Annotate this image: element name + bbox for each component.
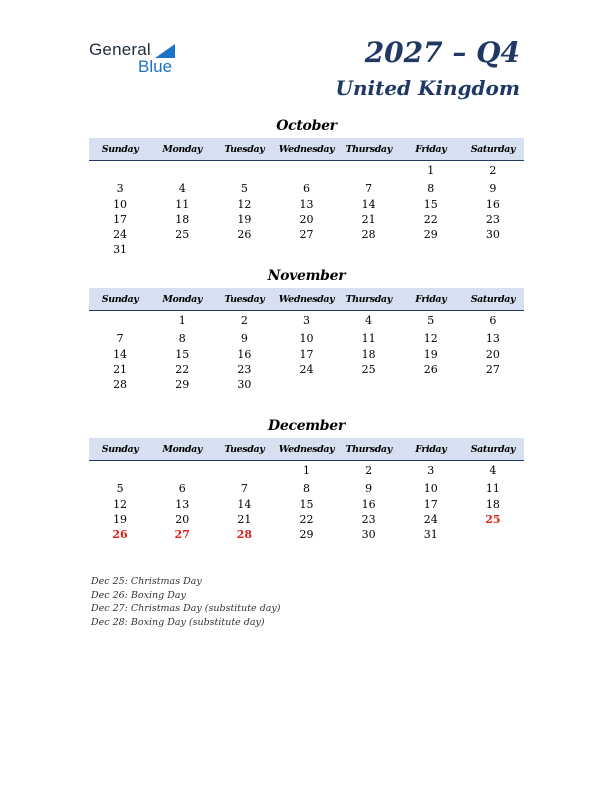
day-cell: 28 <box>236 528 252 542</box>
day-cell: 5 <box>240 182 248 196</box>
day-cell: 27 <box>174 528 190 542</box>
weekday-sunday: Sunday <box>101 293 139 305</box>
month-november <box>89 266 524 392</box>
day-cell: 6 <box>178 482 186 496</box>
week-row <box>89 497 524 512</box>
empty-day-cell <box>338 242 400 257</box>
week-row <box>89 463 524 478</box>
empty-day-cell <box>89 463 151 478</box>
page-title: 2027 – Q4 <box>364 36 520 69</box>
month-name: October <box>276 118 337 134</box>
weekday-friday: Friday <box>415 443 447 455</box>
day-cell: 28 <box>113 378 128 392</box>
day-cell: 30 <box>485 228 500 242</box>
logo-general-text: General <box>89 40 151 59</box>
weekday-monday: Monday <box>162 143 203 155</box>
empty-day-cell <box>213 242 275 257</box>
weekday-tuesday: Tuesday <box>224 443 265 455</box>
day-cell: 11 <box>175 197 190 211</box>
day-cell: 2 <box>489 164 497 177</box>
weekday-friday: Friday <box>415 143 447 155</box>
week-row <box>89 527 524 542</box>
weekday-saturday: Saturday <box>470 443 516 455</box>
day-cell: 15 <box>175 347 190 361</box>
day-cell: 22 <box>175 362 190 376</box>
empty-day-cell <box>89 163 151 178</box>
logo-blue-text: Blue <box>138 57 173 76</box>
empty-day-cell <box>275 377 337 392</box>
holiday-note: Dec 25: Christmas Day <box>91 576 202 587</box>
weekday-header-row <box>89 138 524 161</box>
day-cell: 3 <box>302 314 310 327</box>
weekday-friday: Friday <box>415 293 447 305</box>
day-cell: 18 <box>361 347 376 361</box>
week-row <box>89 313 524 328</box>
week-row <box>89 212 524 227</box>
day-cell: 11 <box>361 332 376 346</box>
day-cell: 6 <box>489 314 497 327</box>
day-cell: 12 <box>423 332 438 346</box>
logo-triangle-icon <box>155 44 175 58</box>
day-cell: 7 <box>116 332 124 346</box>
weekday-sunday: Sunday <box>101 143 139 155</box>
empty-day-cell <box>275 242 337 257</box>
day-cell: 12 <box>237 197 252 211</box>
day-cell: 8 <box>302 482 310 496</box>
day-cell: 9 <box>489 182 497 196</box>
weekday-monday: Monday <box>162 443 203 455</box>
page-subtitle: United Kingdom <box>335 76 520 100</box>
day-cell: 8 <box>427 182 435 196</box>
empty-day-cell <box>89 313 151 328</box>
weekday-wednesday: Wednesday <box>278 293 335 305</box>
day-cell: 26 <box>112 528 128 542</box>
week-row <box>89 331 524 346</box>
empty-day-cell <box>151 242 213 257</box>
weekday-header-row <box>89 288 524 311</box>
day-cell: 7 <box>240 482 248 496</box>
empty-day-cell <box>338 377 400 392</box>
day-cell: 30 <box>237 378 252 392</box>
weekday-thursday: Thursday <box>345 143 392 155</box>
week-row <box>89 181 524 196</box>
day-cell: 19 <box>237 212 252 226</box>
empty-day-cell <box>462 377 524 392</box>
day-cell: 15 <box>423 197 438 211</box>
week-row <box>89 242 524 257</box>
day-cell: 18 <box>175 212 190 226</box>
empty-day-cell <box>338 163 400 178</box>
empty-day-cell <box>151 463 213 478</box>
empty-day-cell <box>275 163 337 178</box>
day-cell: 23 <box>361 512 376 526</box>
day-cell: 14 <box>361 197 376 211</box>
day-cell: 30 <box>361 528 376 542</box>
week-row <box>89 512 524 527</box>
week-row <box>89 481 524 496</box>
holiday-note: Dec 26: Boxing Day <box>91 589 186 601</box>
weekday-tuesday: Tuesday <box>224 143 265 155</box>
day-cell: 17 <box>423 497 438 511</box>
day-cell: 10 <box>423 482 438 496</box>
day-cell: 19 <box>113 512 128 526</box>
day-cell: 22 <box>423 212 438 226</box>
day-cell: 14 <box>237 497 252 511</box>
week-row <box>89 347 524 362</box>
week-row <box>89 362 524 377</box>
day-cell: 25 <box>361 362 376 376</box>
day-cell: 25 <box>485 512 501 526</box>
month-name: November <box>267 268 346 284</box>
day-cell: 4 <box>489 464 497 477</box>
day-cell: 15 <box>299 497 314 511</box>
empty-day-cell <box>462 527 524 542</box>
day-cell: 9 <box>365 482 373 496</box>
weekday-saturday: Saturday <box>470 293 516 305</box>
day-cell: 19 <box>423 347 438 361</box>
weekday-header-row <box>89 438 524 461</box>
day-cell: 29 <box>175 378 190 392</box>
weekday-tuesday: Tuesday <box>224 293 265 305</box>
day-cell: 20 <box>175 512 190 526</box>
day-cell: 24 <box>299 362 314 376</box>
day-cell: 1 <box>178 314 186 327</box>
empty-day-cell <box>213 463 275 478</box>
day-cell: 1 <box>302 464 310 477</box>
day-cell: 21 <box>113 362 128 376</box>
holiday-notes <box>91 575 281 629</box>
day-cell: 10 <box>299 332 314 346</box>
weekday-wednesday: Wednesday <box>278 443 335 455</box>
day-cell: 2 <box>365 464 373 477</box>
day-cell: 17 <box>299 347 314 361</box>
day-cell: 13 <box>299 197 314 211</box>
day-cell: 21 <box>361 212 376 226</box>
day-cell: 16 <box>237 347 252 361</box>
day-cell: 7 <box>365 182 373 196</box>
day-cell: 24 <box>113 228 128 242</box>
day-cell: 27 <box>485 362 500 376</box>
week-row <box>89 197 524 212</box>
weekday-wednesday: Wednesday <box>278 143 335 155</box>
day-cell: 4 <box>365 314 373 327</box>
logo <box>89 40 189 76</box>
empty-day-cell <box>213 163 275 178</box>
empty-day-cell <box>462 242 524 257</box>
day-cell: 13 <box>175 497 190 511</box>
day-cell: 2 <box>240 314 248 327</box>
month-name: December <box>268 418 345 434</box>
day-cell: 31 <box>423 528 438 542</box>
empty-day-cell <box>151 163 213 178</box>
day-cell: 8 <box>178 332 186 346</box>
day-cell: 4 <box>178 182 186 196</box>
empty-day-cell <box>400 377 462 392</box>
day-cell: 16 <box>485 197 500 211</box>
weekday-monday: Monday <box>162 293 203 305</box>
day-cell: 10 <box>113 197 128 211</box>
day-cell: 13 <box>485 332 500 346</box>
day-cell: 11 <box>485 482 500 496</box>
day-cell: 5 <box>116 482 124 496</box>
day-cell: 12 <box>113 497 128 511</box>
day-cell: 21 <box>237 512 252 526</box>
month-december <box>89 416 524 542</box>
day-cell: 3 <box>116 182 124 196</box>
weekday-sunday: Sunday <box>101 443 139 455</box>
day-cell: 25 <box>175 228 190 242</box>
weekday-saturday: Saturday <box>470 143 516 155</box>
day-cell: 18 <box>485 497 500 511</box>
day-cell: 14 <box>113 347 128 361</box>
day-cell: 1 <box>427 164 435 177</box>
day-cell: 28 <box>361 228 376 242</box>
day-cell: 20 <box>485 347 500 361</box>
day-cell: 17 <box>113 212 128 226</box>
day-cell: 5 <box>427 314 435 327</box>
day-cell: 31 <box>113 243 128 257</box>
week-row <box>89 163 524 178</box>
week-row <box>89 227 524 242</box>
weekday-thursday: Thursday <box>345 293 392 305</box>
holiday-note: Dec 28: Boxing Day (substitute day) <box>91 616 265 628</box>
holiday-note: Dec 27: Christmas Day (substitute day) <box>91 603 281 614</box>
day-cell: 3 <box>427 464 435 477</box>
week-row <box>89 377 524 392</box>
day-cell: 6 <box>302 182 310 196</box>
day-cell: 20 <box>299 212 314 226</box>
day-cell: 27 <box>299 228 314 242</box>
day-cell: 9 <box>240 332 248 346</box>
day-cell: 16 <box>361 497 376 511</box>
day-cell: 29 <box>423 228 438 242</box>
empty-day-cell <box>400 242 462 257</box>
day-cell: 23 <box>485 212 500 226</box>
day-cell: 29 <box>299 528 314 542</box>
day-cell: 26 <box>423 362 438 376</box>
weekday-thursday: Thursday <box>345 443 392 455</box>
month-october <box>89 116 524 258</box>
day-cell: 23 <box>237 362 252 376</box>
day-cell: 26 <box>237 228 252 242</box>
day-cell: 24 <box>423 512 438 526</box>
day-cell: 22 <box>299 512 314 526</box>
